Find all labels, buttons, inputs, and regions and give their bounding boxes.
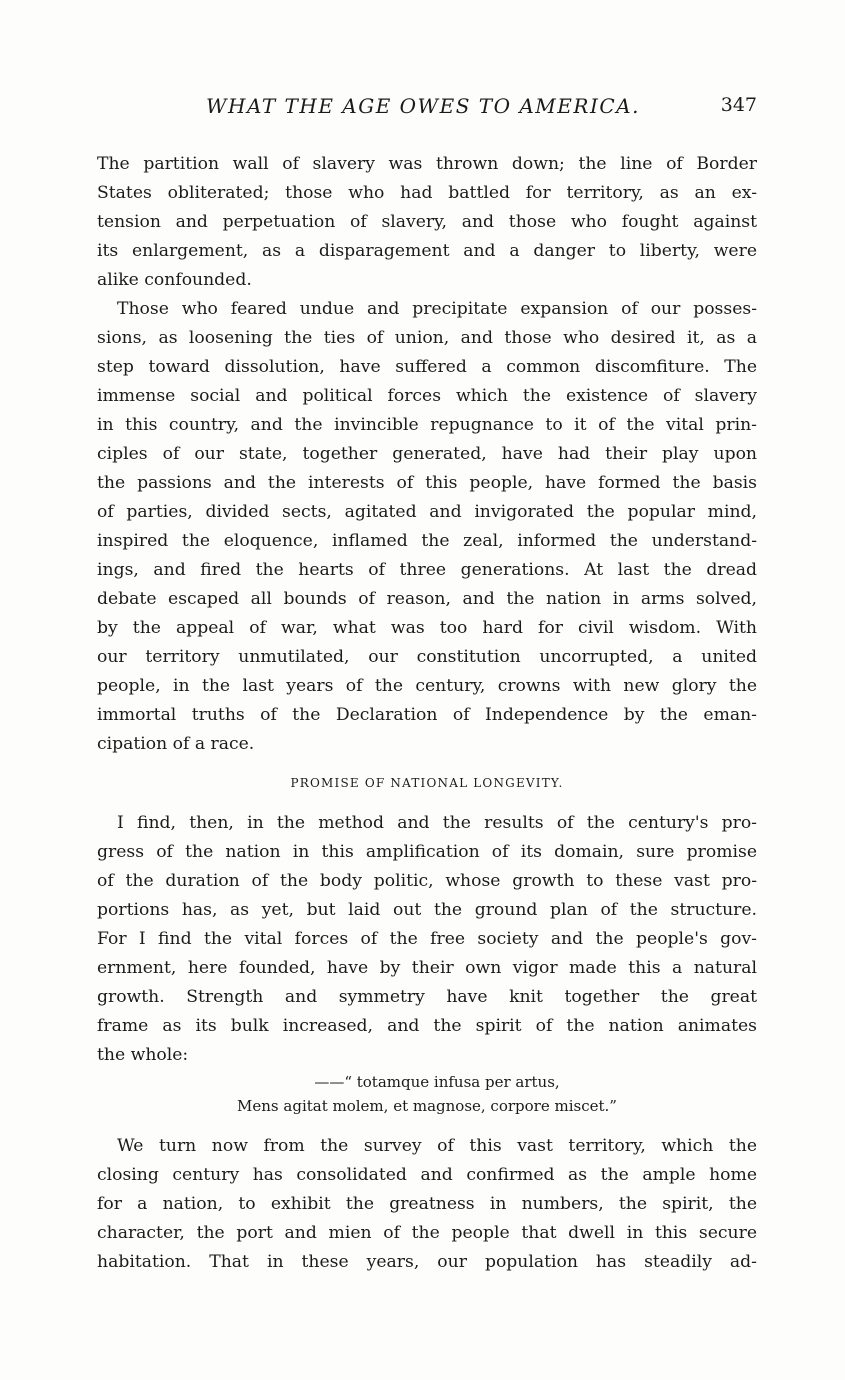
text-line: the passions and the interests of this people, have formed the basis — [97, 473, 757, 493]
text-line: habitation. That in these years, our population has steadily ad- — [97, 1252, 757, 1272]
text-line: by the appeal of war, what was too hard for civil wisdom. With — [97, 618, 757, 638]
text-line: step toward dissolution, have suffered a common discomfiture. The — [97, 357, 757, 377]
text-line: the whole: — [97, 1045, 189, 1065]
text-line: character, the port and mien of the people that dwell in this secure — [97, 1223, 757, 1243]
text-line: portions has, as yet, but laid out the ground plan of the structure. — [97, 900, 757, 920]
text-line: of the duration of the body politic, whose growth to these vast pro- — [97, 871, 757, 891]
text-line: inspired the eloquence, inflamed the zeal, informed the understand- — [97, 531, 757, 551]
text-line: States obliterated; those who had battled for territory, as an ex- — [97, 183, 757, 203]
text-line: of parties, divided sects, agitated and invigorated the popular mind, — [97, 502, 757, 522]
page-number: 347 — [720, 94, 757, 116]
paragraph-3 — [97, 809, 757, 1070]
text-line: gress of the nation in this amplification of its domain, sure promise — [97, 842, 757, 862]
text-line: alike confounded. — [97, 270, 252, 290]
text-line: sions, as loosening the ties of union, and those who desired it, as a — [97, 328, 757, 348]
quotation-line: Mens agitat molem, et magnose, corpore miscet.” — [237, 1097, 617, 1115]
text-line: for a nation, to exhibit the greatness in numbers, the spirit, the — [97, 1194, 757, 1214]
text-line: people, in the last years of the century, crowns with new glory the — [97, 676, 757, 696]
text-line: For I find the vital forces of the free society and the people's gov- — [97, 929, 757, 949]
text-line: immortal truths of the Declaration of Independence by the eman- — [97, 705, 757, 725]
text-line: cipation of a race. — [97, 734, 255, 754]
quotation-line: ——“ totamque infusa per artus, — [314, 1073, 560, 1091]
text-line: ernment, here founded, have by their own vigor made this a natural — [97, 958, 757, 978]
text-line: debate escaped all bounds of reason, and the nation in arms solved, — [97, 589, 757, 609]
running-title: WHAT THE AGE OWES TO AMERICA. — [206, 94, 640, 118]
text-line: tension and perpetuation of slavery, and those who fought against — [97, 212, 757, 232]
paragraph-2 — [97, 295, 757, 759]
text-line: growth. Strength and symmetry have knit together the great — [97, 987, 757, 1007]
body-text — [97, 150, 757, 1277]
section-heading: PROMISE OF NATIONAL LONGEVITY. — [290, 776, 564, 790]
running-head — [100, 94, 757, 124]
text-line: in this country, and the invincible repugnance to it of the vital prin- — [97, 415, 757, 435]
text-line: The partition wall of slavery was thrown down; the line of Border — [97, 154, 757, 174]
text-line: our territory unmutilated, our constitution uncorrupted, a united — [97, 647, 757, 667]
text-line: We turn now from the survey of this vast territory, which the — [117, 1136, 757, 1156]
text-line: Those who feared undue and precipitate expansion of our posses- — [117, 299, 757, 319]
text-line: ciples of our state, together generated, have had their play upon — [97, 444, 757, 464]
text-line: its enlargement, as a disparagement and a danger to liberty, were — [97, 241, 757, 261]
text-line: immense social and political forces which the existence of slavery — [97, 386, 757, 406]
paragraph-4 — [97, 1132, 757, 1277]
text-line: closing century has consolidated and confirmed as the ample home — [97, 1165, 757, 1185]
text-line: frame as its bulk increased, and the spirit of the nation animates — [97, 1016, 757, 1036]
latin-quotation — [97, 1070, 757, 1118]
paragraph-1 — [97, 150, 757, 295]
text-line: ings, and fired the hearts of three generations. At last the dread — [97, 560, 757, 580]
text-line: I find, then, in the method and the results of the century's pro- — [117, 813, 757, 833]
